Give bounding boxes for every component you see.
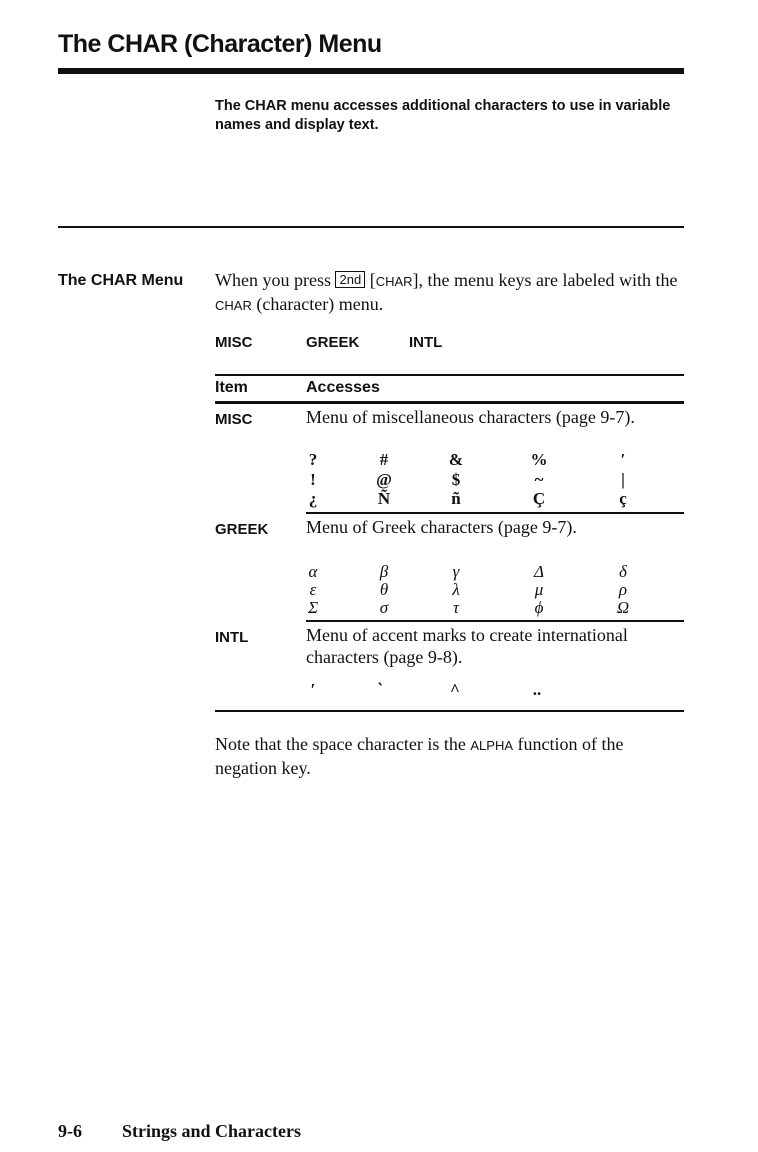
row-desc-greek: Menu of Greek characters (page 9-7). [306,517,577,537]
misc-char: ~ [534,470,544,489]
greek-char: Δ [534,562,544,581]
char-key-label: CHAR [375,274,413,289]
row-desc-intl [306,624,686,668]
para-text-2: [ [365,270,376,290]
table-bottom-rule [215,710,684,712]
section-paragraph [215,269,685,317]
key-2nd-icon: 2nd [335,271,365,288]
table-header-accesses: Accesses [306,379,380,396]
note-paragraph [215,733,675,779]
row-key-greek: GREEK [215,521,269,538]
greek-char: μ [534,580,544,599]
greek-char: α [308,562,318,581]
intl-accent: ^ [450,680,460,699]
misc-char: $ [451,470,461,489]
row-rule-greek [306,620,684,622]
menu-label-intl: INTL [409,334,443,351]
chapter-title: Strings and Characters [122,1121,301,1141]
greek-char: σ [379,598,389,617]
greek-char: ϕ [534,598,544,617]
row-key-misc: MISC [215,411,253,428]
para-text-1: When you press [215,270,336,290]
para-text-4: (character) menu. [251,294,384,314]
table-header-item: Item [215,379,248,396]
menu-label-greek: GREEK [306,334,360,351]
page-footer [58,1121,301,1142]
misc-char: ç [619,489,627,508]
alpha-key-label: ALPHA [470,738,514,753]
misc-char: ¿ [308,489,318,508]
row-key-intl: INTL [215,629,249,646]
row-rule-misc [306,512,684,514]
intl-accent: ′ [310,680,316,699]
greek-char: δ [619,562,627,581]
section-label: The CHAR Menu [58,272,184,289]
misc-char: | [621,470,625,489]
intl-accent: .. [532,680,542,699]
greek-char: τ [452,598,460,617]
table-header-rule [215,401,684,404]
note-text-1: Note that the space character is the [215,734,471,754]
misc-char: # [379,450,389,469]
intl-accent: ‵ [377,680,383,699]
misc-char: Ñ [377,489,391,508]
misc-char: % [530,450,548,469]
greek-char: ε [309,580,317,599]
greek-char: Ω [616,598,630,617]
greek-char: γ [452,562,460,581]
table-top-rule [215,374,684,376]
note-text-2: function of the negation key. [215,734,624,778]
misc-char: & [448,450,464,469]
menu-label-misc: MISC [215,334,253,351]
char-menu-label: CHAR [215,298,252,313]
page-number: 9-6 [58,1121,82,1141]
greek-char: β [379,562,389,581]
misc-char: ñ [451,489,461,508]
misc-char: @ [376,470,392,489]
greek-char: Σ [307,598,319,617]
misc-char: ? [308,450,318,469]
row-desc-misc: Menu of miscellaneous characters (page 9-7). [306,407,635,427]
misc-char: ′ [620,450,626,469]
row-desc-intl-line1: Menu of accent marks to create international [306,625,628,645]
greek-char: ρ [618,580,628,599]
intro-text: The CHAR menu accesses additional characters to use in variable names and display text. [215,98,671,133]
greek-char: θ [379,580,389,599]
section-rule [58,226,684,228]
greek-char: λ [452,580,460,599]
misc-char: Ç [532,489,546,508]
page-title: The CHAR (Character) Menu [58,30,382,58]
row-desc-intl-line2: characters (page 9-8). [306,647,463,667]
para-text-3: ], the menu keys are labeled with the [412,270,678,290]
title-rule [58,68,684,74]
misc-char: ! [310,470,316,489]
